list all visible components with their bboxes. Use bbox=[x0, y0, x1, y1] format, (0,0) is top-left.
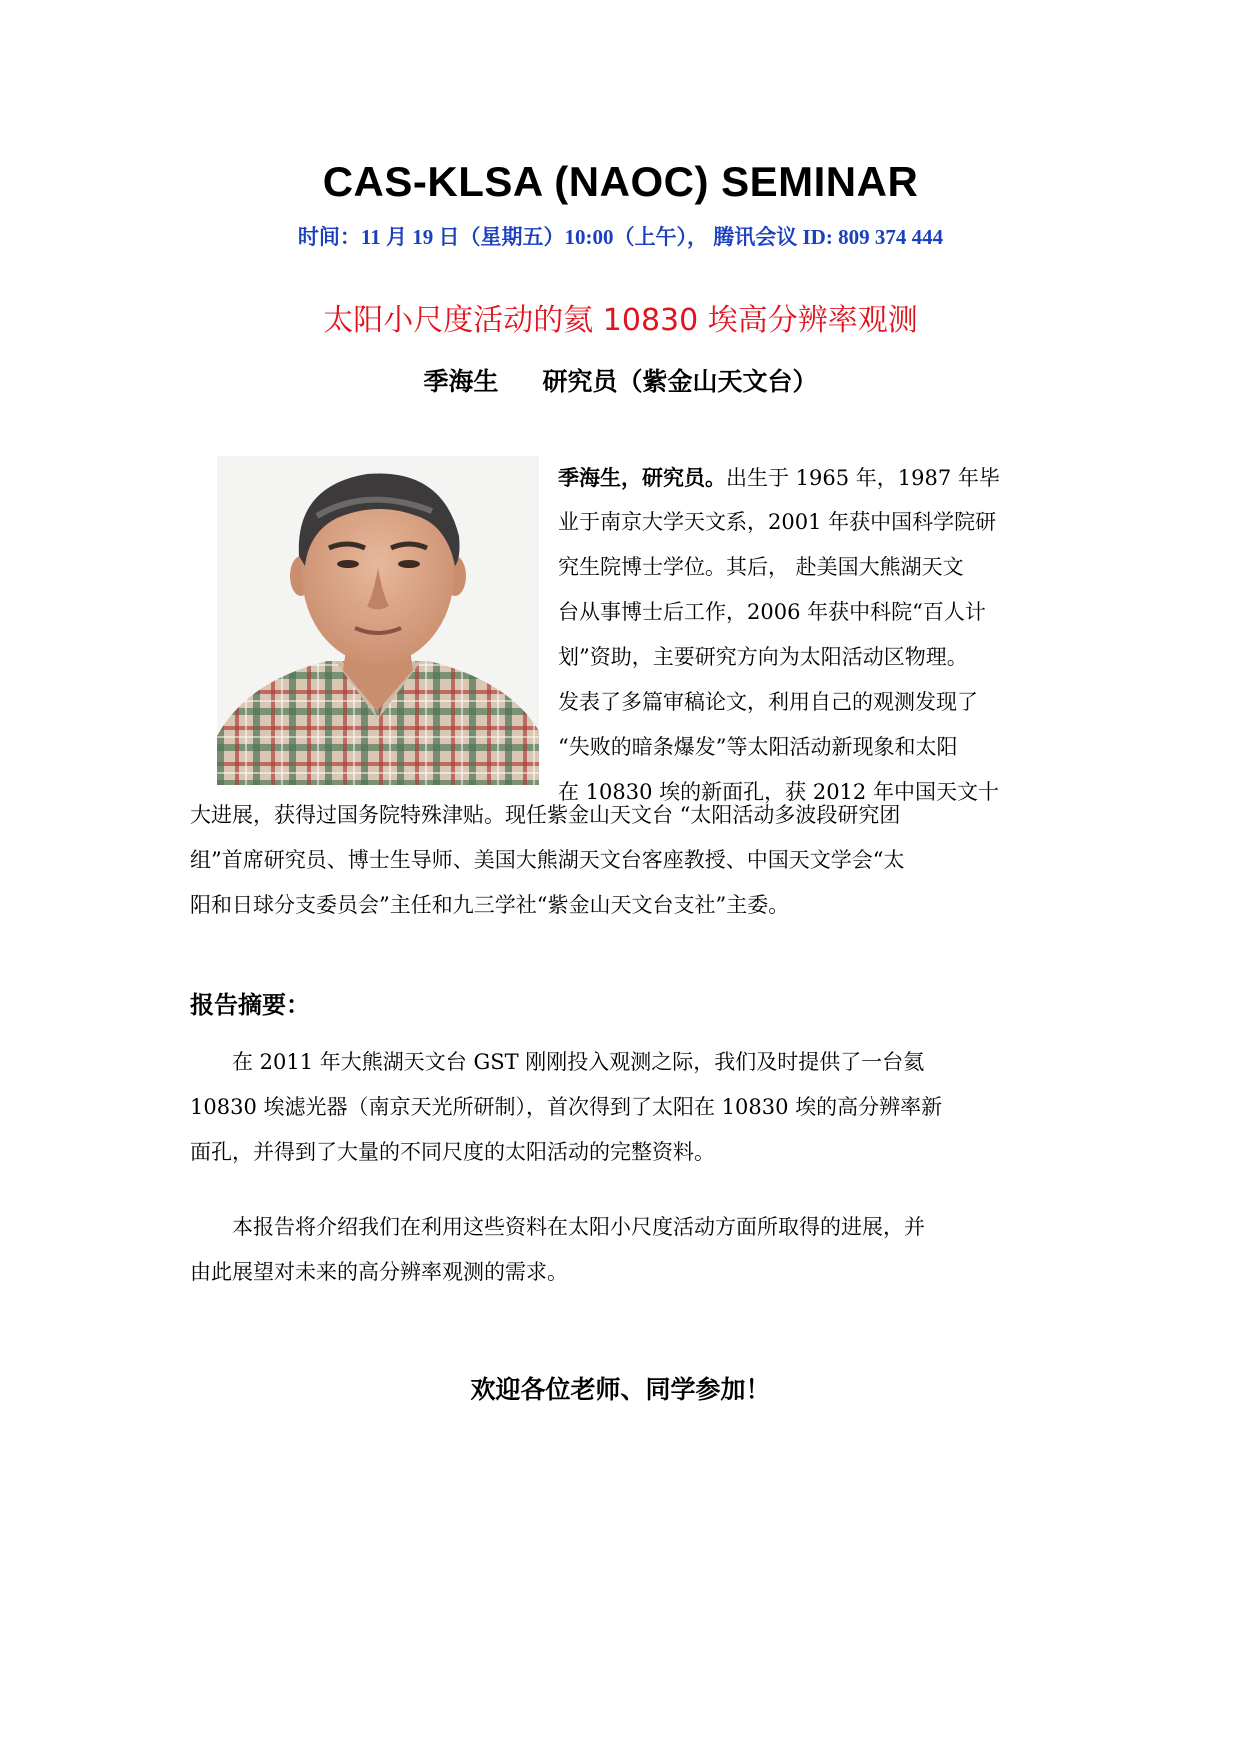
abstract-heading: 报告摘要： bbox=[190, 991, 310, 1019]
speaker-affiliation: 研究员（紫金山天文台） bbox=[542, 367, 818, 396]
bio-line: 阳和日球分支委员会”主任和九三学社“紫金山天文台支社”主委。 bbox=[190, 893, 790, 917]
bio-line: 组”首席研究员、博士生导师、美国大熊湖天文台客座教授、中国天文学会“太 bbox=[190, 848, 905, 872]
bio-line: 大进展，获得过国务院特殊津贴。现任紫金山天文台 “太阳活动多波段研究团 bbox=[190, 803, 901, 827]
abstract-paragraph bbox=[190, 1205, 1070, 1295]
bio-line: 究生院博士学位。其后， 赴美国大熊湖天文 bbox=[558, 555, 964, 579]
bio-text-full-width bbox=[190, 793, 1070, 928]
abstract-paragraph bbox=[190, 1040, 1070, 1175]
speaker-line bbox=[0, 362, 1241, 398]
bio-line: 划”资助，主要研究方向为太阳活动区物理。 bbox=[558, 645, 968, 669]
bio-line-text: 出生于 1965 年，1987 年毕 bbox=[726, 466, 1000, 490]
speaker-name: 季海生 bbox=[423, 367, 499, 396]
bio-line bbox=[558, 455, 1058, 500]
talk-title: 太阳小尺度活动的氦 10830 埃高分辨率观测 bbox=[323, 303, 918, 338]
welcome-message: 欢迎各位老师、同学参加！ bbox=[470, 1375, 771, 1404]
bio-lead: 季海生，研究员。 bbox=[558, 465, 726, 490]
abstract-line: 在 2011 年大熊湖天文台 GST 刚刚投入观测之际，我们及时提供了一台氦 bbox=[190, 1050, 925, 1074]
abstract-line: 10830 埃滤光器（南京天光所研制），首次得到了太阳在 10830 埃的高分辨率新 bbox=[190, 1095, 943, 1119]
abstract-line: 由此展望对未来的高分辨率观测的需求。 bbox=[190, 1260, 568, 1284]
bio-text-beside-photo bbox=[558, 455, 1058, 815]
bio-line: “失败的暗条爆发”等太阳活动新现象和太阳 bbox=[558, 735, 958, 759]
bio-line: 台从事博士后工作，2006 年获中科院“百人计 bbox=[558, 600, 986, 624]
bio-line: 在 10830 埃的新面孔，获 2012 年中国天文十 bbox=[558, 780, 999, 804]
time-info: 时间：11 月 19 日（星期五）10:00（上午）， 腾讯会议 ID: 809 374 444 bbox=[297, 225, 944, 249]
speaker-photo bbox=[217, 456, 539, 785]
abstract-line: 面孔，并得到了大量的不同尺度的太阳活动的完整资料。 bbox=[190, 1140, 715, 1164]
abstract-line: 本报告将介绍我们在利用这些资料在太阳小尺度活动方面所取得的进展，并 bbox=[190, 1215, 925, 1239]
seminar-title: CAS-KLSA (NAOC) SEMINAR bbox=[322, 158, 919, 205]
bio-line: 业于南京大学天文系，2001 年获中国科学院研 bbox=[558, 510, 997, 534]
bio-line: 发表了多篇审稿论文，利用自己的观测发现了 bbox=[558, 690, 978, 714]
